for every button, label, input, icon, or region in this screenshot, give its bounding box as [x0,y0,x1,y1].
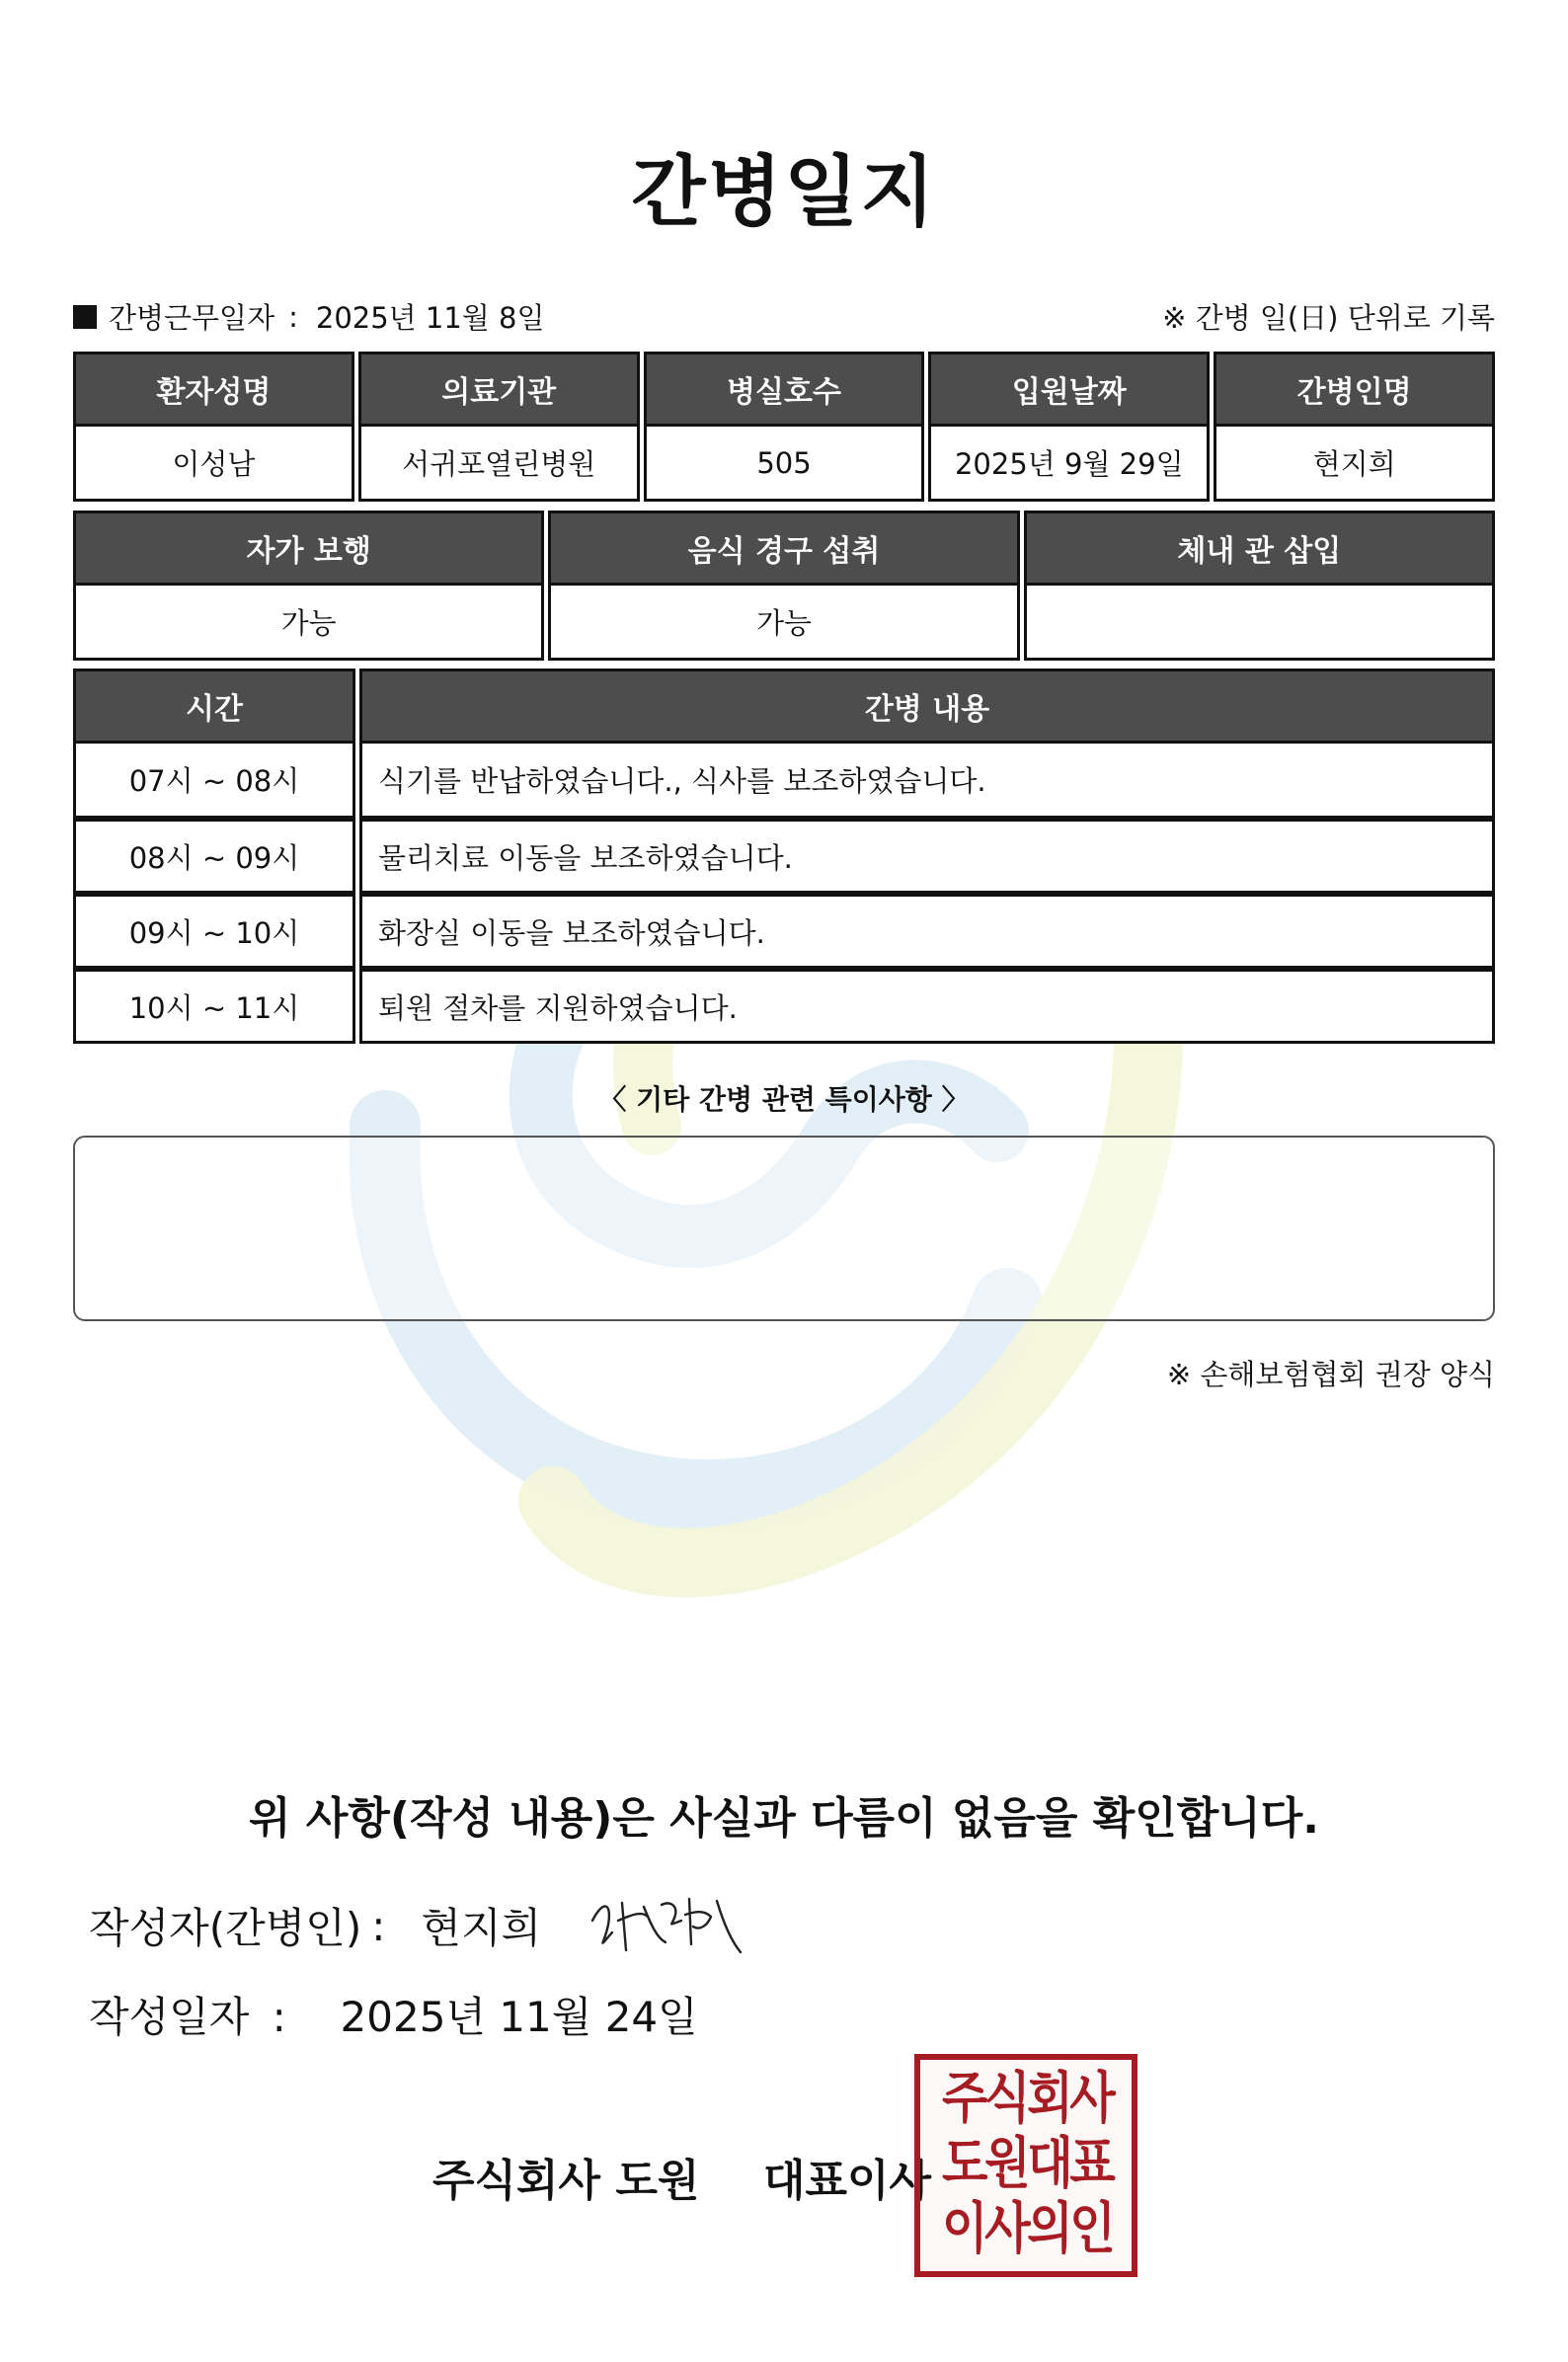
table-header-row [73,511,1495,586]
header-self-walking: 자가 보행 [73,511,544,586]
work-date-label: 간병근무일자 [109,301,275,335]
seal-text [928,2068,1124,2263]
care-time: 08시 ~ 09시 [73,819,355,894]
table-header-row [73,352,1495,427]
care-time: 09시 ~ 10시 [73,894,355,969]
table-row [73,427,1495,502]
writer-label: 작성자(간병인) [89,1904,362,1952]
hospital-name: 서귀포열린병원 [358,427,640,502]
seal-line: 도원대표 [942,2132,1113,2196]
care-content-table [69,669,1499,1044]
seal-line: 이사의인 [942,2197,1113,2261]
handwritten-signature [583,1881,750,1960]
header-hospital: 의료기관 [358,352,640,427]
special-notes-title: 〈 기타 간병 관련 특이사항 〉 [598,1083,970,1116]
table-header-row [73,669,1495,744]
care-time: 10시 ~ 11시 [73,969,355,1044]
company-role: 대표이사 [763,2156,932,2206]
work-date-value: 2025년 11월 8일 [315,301,545,335]
header-patient-name: 환자성명 [73,352,354,427]
patient-name: 이성남 [73,427,354,502]
header-caregiver-name: 간병인명 [1214,352,1495,427]
header-tube-insertion: 체내 관 삽입 [1024,511,1495,586]
company-signoff [432,2145,931,2208]
care-content: 퇴원 절차를 지원하였습니다. [359,969,1495,1044]
oral-intake-value: 가능 [548,586,1019,661]
table-row [73,969,1495,1044]
seal-line: 주식회사 [942,2067,1113,2131]
writer-separator: : [371,1901,386,1950]
work-date [73,296,545,337]
meta-row [73,296,1495,336]
header-oral-intake: 음식 경구 섭취 [548,511,1019,586]
writer-line [89,1896,541,1955]
room-number: 505 [644,427,925,502]
header-admission-date: 입원날짜 [928,352,1210,427]
header-room-number: 병실호수 [644,352,925,427]
patient-status-table [69,511,1499,661]
admission-date: 2025년 9월 29일 [928,427,1210,502]
caregiver-name: 현지희 [1214,427,1495,502]
header-care-content: 간병 내용 [359,669,1495,744]
company-name: 주식회사 도원 [432,2156,700,2206]
writer-name: 현지희 [421,1904,542,1952]
care-content: 물리치료 이동을 보조하였습니다. [359,819,1495,894]
header-time: 시간 [73,669,355,744]
confirmation-statement: 위 사항(작성 내용)은 사실과 다름이 없음을 확인합니다. [249,1793,1319,1844]
work-date-separator: : [288,299,298,334]
table-row [73,586,1495,661]
table-row [73,819,1495,894]
record-note: ※ 간병 일(日) 단위로 기록 [1162,301,1495,335]
care-content: 화장실 이동을 보조하였습니다. [359,894,1495,969]
care-time: 07시 ~ 08시 [73,744,355,819]
table-row [73,894,1495,969]
form-source-note: ※ 손해보험협회 권장 양식 [1166,1358,1495,1391]
patient-info-table [69,352,1499,502]
square-bullet-icon [73,305,97,329]
written-date-line [89,1985,698,2044]
written-date-value: 2025년 11월 24일 [340,1993,698,2041]
care-content: 식기를 반납하였습니다., 식사를 보조하였습니다. [359,744,1495,819]
special-notes-box [73,1136,1495,1321]
self-walking-value: 가능 [73,586,544,661]
tube-insertion-value [1024,586,1495,661]
company-seal-stamp [914,2054,1137,2277]
table-row [73,744,1495,819]
written-date-label: 작성일자 [89,1993,250,2041]
page-title: 간병일지 [631,148,937,237]
written-date-separator: : [272,1993,286,2041]
